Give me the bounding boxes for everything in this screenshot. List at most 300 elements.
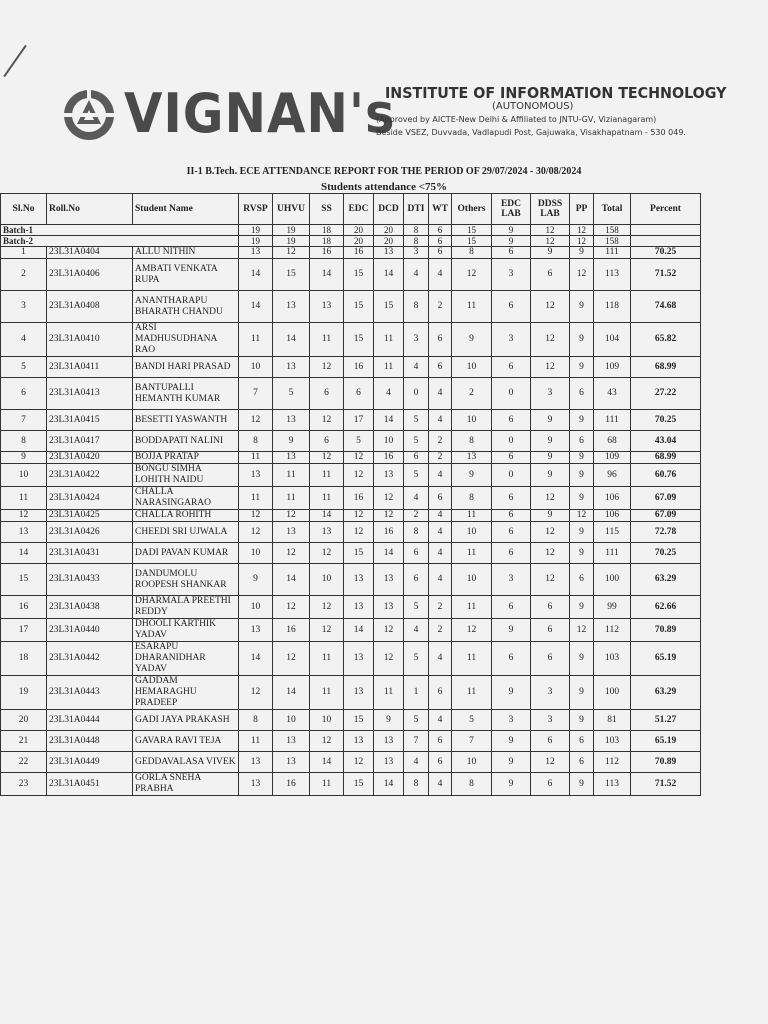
attendance-cell: 4 xyxy=(429,773,452,796)
attendance-cell: 8 xyxy=(452,773,492,796)
attendance-cell: 5 xyxy=(404,431,429,452)
attendance-cell: 15 xyxy=(344,710,374,731)
column-header: DCD xyxy=(374,194,404,225)
roll-no-cell: 23L31A0448 xyxy=(47,731,133,752)
batch-cell: 15 xyxy=(452,236,492,247)
attendance-cell: 15 xyxy=(273,259,310,291)
roll-no-cell: 23L31A0438 xyxy=(47,596,133,619)
attendance-cell: 6 xyxy=(404,452,429,464)
column-header: Student Name xyxy=(133,194,239,225)
table-row xyxy=(1,564,701,596)
attendance-cell: 7 xyxy=(239,378,273,410)
attendance-cell: 10 xyxy=(452,410,492,431)
percent-cell: 70.89 xyxy=(631,752,701,773)
attendance-cell: 11 xyxy=(452,291,492,323)
attendance-cell: 9 xyxy=(531,510,570,522)
attendance-cell: 4 xyxy=(429,710,452,731)
batch-cell: 158 xyxy=(594,236,631,247)
attendance-cell: 16 xyxy=(374,522,404,543)
attendance-cell: 6 xyxy=(570,731,594,752)
table-row xyxy=(1,619,701,642)
attendance-cell: 81 xyxy=(594,710,631,731)
attendance-cell: 103 xyxy=(594,731,631,752)
column-header: Roll.No xyxy=(47,194,133,225)
student-name-cell: BESETTI YASWANTH xyxy=(133,410,239,431)
attendance-cell: 13 xyxy=(239,773,273,796)
percent-cell: 70.25 xyxy=(631,410,701,431)
percent-cell: 70.25 xyxy=(631,247,701,259)
institute-approval: (Approved by AICTE-New Delhi & Affiliated to JNTU-GV, Vizianagaram) xyxy=(376,115,657,124)
attendance-cell: 14 xyxy=(374,410,404,431)
attendance-cell: 10 xyxy=(452,357,492,378)
sl-no-cell: 3 xyxy=(1,291,47,323)
roll-no-cell: 23L31A0442 xyxy=(47,642,133,676)
table-row xyxy=(1,596,701,619)
attendance-cell: 12 xyxy=(310,731,344,752)
sl-no-cell: 4 xyxy=(1,323,47,357)
table-row xyxy=(1,642,701,676)
attendance-cell: 12 xyxy=(239,410,273,431)
batch-label: Batch-2 xyxy=(1,236,239,247)
attendance-cell: 14 xyxy=(374,543,404,564)
attendance-cell: 3 xyxy=(531,676,570,710)
attendance-cell: 8 xyxy=(239,431,273,452)
table-row xyxy=(1,464,701,487)
batch-cell: 18 xyxy=(310,236,344,247)
batch-cell: 158 xyxy=(594,225,631,236)
attendance-cell: 3 xyxy=(531,378,570,410)
table-row xyxy=(1,676,701,710)
attendance-cell: 13 xyxy=(344,731,374,752)
table-row xyxy=(1,323,701,357)
column-header: WT xyxy=(429,194,452,225)
percent-cell: 51.27 xyxy=(631,710,701,731)
column-header: Total xyxy=(594,194,631,225)
attendance-cell: 2 xyxy=(429,619,452,642)
attendance-cell: 8 xyxy=(239,710,273,731)
attendance-cell: 4 xyxy=(404,619,429,642)
attendance-cell: 15 xyxy=(344,291,374,323)
student-name-cell: CHALLA NARASINGARAO xyxy=(133,487,239,510)
percent-cell: 68.99 xyxy=(631,452,701,464)
attendance-cell: 13 xyxy=(239,247,273,259)
attendance-cell: 13 xyxy=(310,291,344,323)
percent-cell: 74.68 xyxy=(631,291,701,323)
table-row xyxy=(1,378,701,410)
percent-cell: 67.09 xyxy=(631,487,701,510)
column-header: RVSP xyxy=(239,194,273,225)
attendance-cell: 4 xyxy=(429,564,452,596)
attendance-cell: 111 xyxy=(594,410,631,431)
attendance-cell: 3 xyxy=(492,323,531,357)
sl-no-cell: 14 xyxy=(1,543,47,564)
attendance-cell: 14 xyxy=(310,259,344,291)
attendance-cell: 13 xyxy=(239,464,273,487)
attendance-cell: 12 xyxy=(344,464,374,487)
student-name-cell: CHALLA ROHITH xyxy=(133,510,239,522)
roll-no-cell: 23L31A0431 xyxy=(47,543,133,564)
report-title: II-1 B.Tech. ECE ATTENDANCE REPORT FOR THE PERIOD OF 29/07/2024 - 30/08/2024 xyxy=(186,166,582,177)
sl-no-cell: 10 xyxy=(1,464,47,487)
attendance-cell: 9 xyxy=(570,452,594,464)
percent-cell: 70.25 xyxy=(631,543,701,564)
attendance-cell: 11 xyxy=(452,510,492,522)
attendance-cell: 12 xyxy=(239,510,273,522)
attendance-cell: 13 xyxy=(344,596,374,619)
attendance-cell: 100 xyxy=(594,564,631,596)
attendance-cell: 12 xyxy=(273,247,310,259)
attendance-cell: 11 xyxy=(374,676,404,710)
institute-name: INSTITUTE OF INFORMATION TECHNOLOGY xyxy=(385,84,727,102)
attendance-cell: 11 xyxy=(273,487,310,510)
attendance-cell: 17 xyxy=(344,410,374,431)
roll-no-cell: 23L31A0440 xyxy=(47,619,133,642)
batch-cell: 8 xyxy=(404,236,429,247)
sl-no-cell: 13 xyxy=(1,522,47,543)
attendance-cell: 8 xyxy=(452,431,492,452)
student-name-cell: BANDI HARI PRASAD xyxy=(133,357,239,378)
sl-no-cell: 18 xyxy=(1,642,47,676)
sl-no-cell: 2 xyxy=(1,259,47,291)
attendance-cell: 6 xyxy=(404,564,429,596)
attendance-cell: 9 xyxy=(531,410,570,431)
attendance-cell: 1 xyxy=(404,676,429,710)
attendance-cell: 6 xyxy=(492,510,531,522)
attendance-cell: 16 xyxy=(344,247,374,259)
attendance-cell: 8 xyxy=(404,773,429,796)
attendance-cell: 5 xyxy=(344,431,374,452)
attendance-cell: 9 xyxy=(570,710,594,731)
attendance-cell: 14 xyxy=(239,259,273,291)
student-name-cell: DHARMALA PREETHI REDDY xyxy=(133,596,239,619)
attendance-cell: 4 xyxy=(404,752,429,773)
attendance-cell: 6 xyxy=(429,247,452,259)
table-row xyxy=(1,410,701,431)
percent-cell: 43.04 xyxy=(631,431,701,452)
attendance-cell: 12 xyxy=(531,323,570,357)
batch-cell: 8 xyxy=(404,225,429,236)
sl-no-cell: 15 xyxy=(1,564,47,596)
attendance-cell: 12 xyxy=(570,510,594,522)
attendance-cell: 9 xyxy=(570,773,594,796)
attendance-cell: 10 xyxy=(239,596,273,619)
batch-cell: 19 xyxy=(273,225,310,236)
attendance-cell: 96 xyxy=(594,464,631,487)
attendance-cell: 10 xyxy=(310,564,344,596)
attendance-cell: 5 xyxy=(404,596,429,619)
student-name-cell: CHEEDI SRI UJWALA xyxy=(133,522,239,543)
attendance-cell: 6 xyxy=(531,259,570,291)
attendance-cell: 9 xyxy=(570,410,594,431)
percent-cell: 72.78 xyxy=(631,522,701,543)
sl-no-cell: 19 xyxy=(1,676,47,710)
attendance-cell: 12 xyxy=(344,752,374,773)
attendance-cell: 6 xyxy=(310,431,344,452)
student-name-cell: BANTUPALLI HEMANTH KUMAR xyxy=(133,378,239,410)
attendance-cell: 12 xyxy=(570,619,594,642)
attendance-cell: 5 xyxy=(404,410,429,431)
attendance-cell: 11 xyxy=(452,596,492,619)
attendance-cell: 0 xyxy=(492,378,531,410)
attendance-cell: 11 xyxy=(452,543,492,564)
roll-no-cell: 23L31A0451 xyxy=(47,773,133,796)
table-row xyxy=(1,522,701,543)
attendance-cell: 12 xyxy=(310,596,344,619)
attendance-cell: 14 xyxy=(310,752,344,773)
attendance-cell: 12 xyxy=(531,291,570,323)
roll-no-cell: 23L31A0404 xyxy=(47,247,133,259)
attendance-cell: 12 xyxy=(570,259,594,291)
batch-cell: 20 xyxy=(374,236,404,247)
attendance-cell: 12 xyxy=(310,543,344,564)
attendance-cell: 16 xyxy=(344,487,374,510)
student-name-cell: DHOOLI KARTHIK YADAV xyxy=(133,619,239,642)
attendance-cell: 13 xyxy=(374,731,404,752)
attendance-cell: 6 xyxy=(492,357,531,378)
roll-no-cell: 23L31A0426 xyxy=(47,522,133,543)
attendance-cell: 2 xyxy=(404,510,429,522)
attendance-cell: 104 xyxy=(594,323,631,357)
attendance-cell: 13 xyxy=(273,522,310,543)
attendance-cell: 12 xyxy=(310,357,344,378)
student-name-cell: DANDUMOLU ROOPESH SHANKAR xyxy=(133,564,239,596)
column-header: Others xyxy=(452,194,492,225)
attendance-cell: 6 xyxy=(570,752,594,773)
batch-cell: 12 xyxy=(570,225,594,236)
percent-cell: 63.29 xyxy=(631,676,701,710)
attendance-cell: 9 xyxy=(570,676,594,710)
attendance-cell: 11 xyxy=(310,323,344,357)
logo-wordmark: VIGNAN's xyxy=(124,82,396,145)
attendance-cell: 10 xyxy=(239,543,273,564)
table-row xyxy=(1,247,701,259)
batch-cell: 12 xyxy=(570,236,594,247)
table-row xyxy=(1,431,701,452)
attendance-cell: 12 xyxy=(239,676,273,710)
batch-cell: 9 xyxy=(492,225,531,236)
attendance-cell: 6 xyxy=(570,431,594,452)
attendance-cell: 106 xyxy=(594,510,631,522)
table-row xyxy=(1,291,701,323)
student-name-cell: GADI JAYA PRAKASH xyxy=(133,710,239,731)
institute-autonomous: (AUTONOMOUS) xyxy=(492,101,574,112)
student-name-cell: GEDDAVALASA VIVEK xyxy=(133,752,239,773)
attendance-cell: 4 xyxy=(404,487,429,510)
attendance-cell: 9 xyxy=(570,522,594,543)
attendance-cell: 13 xyxy=(273,410,310,431)
attendance-cell: 100 xyxy=(594,676,631,710)
sl-no-cell: 12 xyxy=(1,510,47,522)
roll-no-cell: 23L31A0413 xyxy=(47,378,133,410)
batch-cell: 9 xyxy=(492,236,531,247)
roll-no-cell: 23L31A0433 xyxy=(47,564,133,596)
roll-no-cell: 23L31A0410 xyxy=(47,323,133,357)
attendance-cell: 4 xyxy=(429,510,452,522)
attendance-cell: 2 xyxy=(429,291,452,323)
roll-no-cell: 23L31A0420 xyxy=(47,452,133,464)
attendance-cell: 12 xyxy=(273,642,310,676)
attendance-cell: 2 xyxy=(429,431,452,452)
attendance-cell: 12 xyxy=(531,522,570,543)
batch-cell: 12 xyxy=(531,236,570,247)
attendance-cell: 10 xyxy=(273,710,310,731)
attendance-cell: 14 xyxy=(310,510,344,522)
attendance-cell: 4 xyxy=(429,410,452,431)
attendance-cell: 9 xyxy=(273,431,310,452)
attendance-cell: 43 xyxy=(594,378,631,410)
attendance-cell: 11 xyxy=(239,731,273,752)
table-row xyxy=(1,510,701,522)
attendance-cell: 14 xyxy=(344,619,374,642)
attendance-cell: 112 xyxy=(594,752,631,773)
table-row xyxy=(1,710,701,731)
batch-cell: 18 xyxy=(310,225,344,236)
table-row xyxy=(1,773,701,796)
attendance-cell: 6 xyxy=(570,378,594,410)
attendance-cell: 0 xyxy=(492,464,531,487)
attendance-cell: 12 xyxy=(239,522,273,543)
attendance-cell: 9 xyxy=(492,752,531,773)
percent-cell: 62.66 xyxy=(631,596,701,619)
batch-cell xyxy=(631,225,701,236)
batch-cell: 15 xyxy=(452,225,492,236)
attendance-cell: 12 xyxy=(531,357,570,378)
student-name-cell: ANANTHARAPU BHARATH CHANDU xyxy=(133,291,239,323)
attendance-cell: 5 xyxy=(404,710,429,731)
student-name-cell: GAVARA RAVI TEJA xyxy=(133,731,239,752)
attendance-cell: 6 xyxy=(531,731,570,752)
attendance-cell: 10 xyxy=(239,357,273,378)
percent-cell: 71.52 xyxy=(631,773,701,796)
attendance-cell: 12 xyxy=(531,564,570,596)
attendance-cell: 16 xyxy=(344,357,374,378)
attendance-cell: 13 xyxy=(273,752,310,773)
sl-no-cell: 5 xyxy=(1,357,47,378)
attendance-cell: 111 xyxy=(594,543,631,564)
attendance-cell: 12 xyxy=(374,487,404,510)
attendance-cell: 4 xyxy=(404,259,429,291)
batch-cell: 6 xyxy=(429,236,452,247)
table-row xyxy=(1,731,701,752)
attendance-cell: 4 xyxy=(429,464,452,487)
pen-mark xyxy=(3,45,26,77)
attendance-cell: 0 xyxy=(492,431,531,452)
sl-no-cell: 20 xyxy=(1,710,47,731)
attendance-cell: 13 xyxy=(344,564,374,596)
attendance-cell: 115 xyxy=(594,522,631,543)
attendance-cell: 109 xyxy=(594,452,631,464)
attendance-cell: 6 xyxy=(429,323,452,357)
attendance-cell: 11 xyxy=(310,464,344,487)
student-name-cell: DADI PAVAN KUMAR xyxy=(133,543,239,564)
report-subtitle: Students attendance <75% xyxy=(320,181,448,193)
percent-cell: 27.22 xyxy=(631,378,701,410)
student-name-cell: ESARAPU DHARANIDHAR YADAV xyxy=(133,642,239,676)
column-header: EDC LAB xyxy=(492,194,531,225)
attendance-cell: 9 xyxy=(492,619,531,642)
attendance-cell: 15 xyxy=(344,323,374,357)
attendance-cell: 13 xyxy=(273,357,310,378)
attendance-cell: 6 xyxy=(492,247,531,259)
attendance-cell: 12 xyxy=(310,619,344,642)
attendance-cell: 6 xyxy=(429,676,452,710)
attendance-cell: 3 xyxy=(492,259,531,291)
attendance-cell: 13 xyxy=(374,752,404,773)
student-name-cell: BODDAPATI NALINI xyxy=(133,431,239,452)
attendance-cell: 7 xyxy=(452,731,492,752)
attendance-cell: 5 xyxy=(273,378,310,410)
attendance-cell: 6 xyxy=(492,596,531,619)
attendance-cell: 13 xyxy=(374,464,404,487)
attendance-cell: 10 xyxy=(452,522,492,543)
batch-cell: 12 xyxy=(531,225,570,236)
attendance-cell: 11 xyxy=(239,487,273,510)
batch-label: Batch-1 xyxy=(1,225,239,236)
student-name-cell: GORLA SNEHA PRABHA xyxy=(133,773,239,796)
attendance-cell: 2 xyxy=(452,378,492,410)
percent-cell: 60.76 xyxy=(631,464,701,487)
attendance-cell: 113 xyxy=(594,259,631,291)
attendance-cell: 6 xyxy=(344,378,374,410)
attendance-cell: 6 xyxy=(429,752,452,773)
attendance-cell: 8 xyxy=(452,487,492,510)
attendance-cell: 9 xyxy=(570,596,594,619)
attendance-cell: 13 xyxy=(374,247,404,259)
attendance-cell: 3 xyxy=(531,710,570,731)
attendance-cell: 4 xyxy=(374,378,404,410)
attendance-cell: 9 xyxy=(570,487,594,510)
attendance-cell: 9 xyxy=(531,431,570,452)
attendance-cell: 9 xyxy=(531,452,570,464)
attendance-cell: 109 xyxy=(594,357,631,378)
sl-no-cell: 22 xyxy=(1,752,47,773)
roll-no-cell: 23L31A0422 xyxy=(47,464,133,487)
sl-no-cell: 23 xyxy=(1,773,47,796)
attendance-cell: 8 xyxy=(404,522,429,543)
attendance-cell: 10 xyxy=(452,564,492,596)
attendance-cell: 11 xyxy=(310,676,344,710)
attendance-cell: 6 xyxy=(492,291,531,323)
attendance-cell: 13 xyxy=(273,291,310,323)
attendance-cell: 13 xyxy=(452,452,492,464)
attendance-cell: 11 xyxy=(452,642,492,676)
attendance-cell: 6 xyxy=(492,410,531,431)
attendance-cell: 8 xyxy=(452,247,492,259)
attendance-cell: 6 xyxy=(310,378,344,410)
sl-no-cell: 11 xyxy=(1,487,47,510)
vignan-emblem-icon xyxy=(60,88,118,142)
attendance-cell: 6 xyxy=(531,596,570,619)
batch-row xyxy=(1,236,701,247)
student-name-cell: GADDAM HEMARAGHU PRADEEP xyxy=(133,676,239,710)
student-name-cell: AMBATI VENKATA RUPA xyxy=(133,259,239,291)
attendance-cell: 6 xyxy=(492,487,531,510)
attendance-cell: 9 xyxy=(570,357,594,378)
column-header: Percent xyxy=(631,194,701,225)
attendance-cell: 16 xyxy=(374,452,404,464)
attendance-cell: 11 xyxy=(310,773,344,796)
attendance-cell: 2 xyxy=(429,596,452,619)
attendance-cell: 12 xyxy=(344,452,374,464)
attendance-cell: 8 xyxy=(404,291,429,323)
attendance-cell: 3 xyxy=(492,564,531,596)
batch-cell: 19 xyxy=(239,225,273,236)
attendance-cell: 3 xyxy=(404,323,429,357)
roll-no-cell: 23L31A0417 xyxy=(47,431,133,452)
attendance-cell: 14 xyxy=(273,564,310,596)
attendance-cell: 7 xyxy=(404,731,429,752)
percent-cell: 65.19 xyxy=(631,642,701,676)
